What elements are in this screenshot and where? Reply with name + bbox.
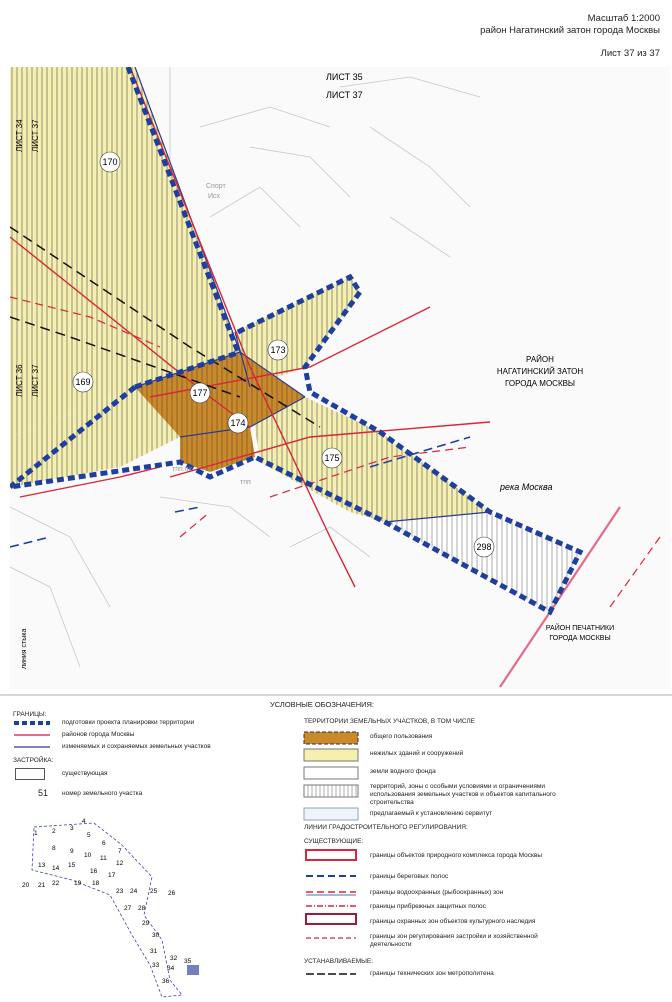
map-canvas[interactable] bbox=[10, 67, 670, 689]
line-nature: границы объектов природного комплекса города Москвы bbox=[370, 852, 542, 859]
index-map-number: 23 bbox=[116, 888, 124, 895]
index-map-number: 15 bbox=[68, 862, 76, 869]
index-map-number: 5 bbox=[87, 832, 91, 839]
parcel-label-177[interactable] bbox=[190, 383, 210, 403]
line-regulation: границы зон регулирования застройки и хозяйственной деятельности bbox=[370, 933, 538, 948]
svg-text:174: 174 bbox=[230, 418, 246, 428]
index-map-number: 30 bbox=[152, 932, 160, 939]
svg-text:ГОРОДА МОСКВЫ: ГОРОДА МОСКВЫ bbox=[549, 635, 611, 642]
territory-restricted: территорий, зоны с особыми условиями и ограничениями использования земельных участков и объектов капитального строительства bbox=[370, 783, 556, 806]
river-label: река Москва bbox=[500, 482, 553, 492]
svg-text:298: 298 bbox=[476, 542, 492, 552]
sheet-number: Лист 37 из 37 bbox=[600, 48, 660, 59]
existing-building-swatch bbox=[15, 768, 45, 780]
district-label-pechatniki bbox=[546, 623, 614, 642]
boundary-parcel-text: изменяемых и сохраняемых земельных участков bbox=[62, 743, 211, 750]
territory-nonresidential: нежилых зданий и сооружений bbox=[370, 750, 464, 757]
legend-title: УСЛОВНЫЕ ОБОЗНАЧЕНИЯ: bbox=[270, 700, 375, 709]
index-map-number: 2 bbox=[52, 828, 56, 835]
parcel-number-sample: 51 bbox=[38, 788, 49, 798]
index-map-number: 22 bbox=[52, 880, 60, 887]
index-map-number: 18 bbox=[92, 880, 100, 887]
territory-public: общего пользования bbox=[370, 733, 433, 740]
svg-text:РАЙОН: РАЙОН bbox=[526, 355, 554, 364]
index-map-number: 6 bbox=[102, 840, 106, 847]
established-title: УСТАНАВЛИВАЕМЫЕ: bbox=[304, 958, 374, 965]
side-sheet-37b: ЛИСТ 37 bbox=[31, 364, 40, 397]
parcel-label-170[interactable] bbox=[100, 152, 120, 172]
lines-title: ЛИНИИ ГРАДОСТРОИТЕЛЬНОГО РЕГУЛИРОВАНИЯ: bbox=[304, 824, 468, 831]
index-map-number: 14 bbox=[52, 865, 60, 872]
index-map-number: 34 bbox=[167, 965, 175, 972]
line-heritage: границы охранных зон объектов культурного наследия bbox=[370, 918, 536, 925]
parcel-label-173[interactable] bbox=[268, 340, 288, 360]
district-label-nagatinsky bbox=[497, 355, 583, 388]
territories-title: ТЕРРИТОРИИ ЗЕМЕЛЬНЫХ УЧАСТКОВ, В ТОМ ЧИСЛЕ bbox=[304, 718, 475, 725]
line-shore: границы береговых полос bbox=[370, 873, 449, 880]
index-map-number: 16 bbox=[90, 868, 98, 875]
index-map-number: 26 bbox=[168, 890, 176, 897]
index-map-number: 27 bbox=[124, 905, 132, 912]
parcel-number-text: номер земельного участка bbox=[62, 790, 143, 797]
side-sheet-36: ЛИСТ 36 bbox=[15, 364, 24, 397]
index-map-number: 21 bbox=[38, 882, 46, 889]
map-svg bbox=[10, 67, 670, 689]
existing-line-swatches bbox=[302, 848, 362, 963]
index-map-number: 20 bbox=[22, 882, 30, 889]
svg-text:НАГАТИНСКИЙ ЗАТОН: НАГАТИНСКИЙ ЗАТОН bbox=[496, 367, 584, 376]
svg-text:тпп: тпп bbox=[240, 479, 251, 486]
index-map-number: 8 bbox=[52, 845, 56, 852]
index-map-number: 9 bbox=[70, 848, 74, 855]
boundary-plan-text: подготовки проекта планировки территории bbox=[62, 719, 195, 726]
svg-text:173: 173 bbox=[270, 345, 286, 355]
index-map-number: 25 bbox=[150, 888, 158, 895]
parcel-label-175[interactable] bbox=[322, 448, 342, 468]
index-map-number: 13 bbox=[38, 862, 46, 869]
established-line-swatch bbox=[302, 968, 362, 980]
index-map-number: 10 bbox=[84, 852, 92, 859]
junction-line-label: линия стыка bbox=[21, 628, 28, 669]
index-map-number: 1 bbox=[34, 830, 38, 837]
svg-text:Спорт: Спорт bbox=[206, 183, 226, 190]
existing-lines-title: СУЩЕСТВУЮЩИЕ: bbox=[304, 838, 364, 845]
line-water-protection: границы водоохранных (рыбоохранных) зон bbox=[370, 889, 504, 896]
district-title: район Нагатинский затон города Москвы bbox=[480, 25, 660, 36]
index-map-number: 33 bbox=[152, 962, 160, 969]
index-map-number: 28 bbox=[138, 905, 146, 912]
sheet-35-label: ЛИСТ 35 bbox=[326, 72, 363, 82]
index-map-number: 19 bbox=[74, 880, 82, 887]
boundaries-swatches bbox=[12, 719, 52, 759]
svg-text:тпп.пх: тпп.пх bbox=[172, 466, 193, 473]
parcel-area-298[interactable] bbox=[385, 512, 580, 612]
index-map-number: 17 bbox=[108, 872, 116, 879]
boundary-district-text: районов города Москвы bbox=[62, 731, 135, 738]
parcel-area-175[interactable] bbox=[250, 392, 490, 522]
index-map-number: 32 bbox=[170, 955, 178, 962]
existing-building-text: существующая bbox=[62, 770, 108, 777]
buildings-title: ЗАСТРОЙКА: bbox=[13, 757, 54, 764]
index-map-number: 12 bbox=[116, 860, 124, 867]
boundaries-title: ГРАНИЦЫ: bbox=[13, 711, 47, 718]
svg-text:177: 177 bbox=[192, 388, 208, 398]
side-sheet-37a: ЛИСТ 37 bbox=[31, 119, 40, 152]
svg-text:175: 175 bbox=[324, 453, 340, 463]
legend-panel bbox=[0, 690, 672, 1002]
index-map-number: 7 bbox=[118, 848, 122, 855]
index-map-number: 36 bbox=[162, 978, 170, 985]
index-map-number: 11 bbox=[100, 855, 107, 862]
territory-water: земли водного фонда bbox=[370, 768, 436, 775]
parcel-label-174[interactable] bbox=[228, 413, 248, 433]
svg-text:Исх: Исх bbox=[208, 193, 221, 200]
sheet-37-label: ЛИСТ 37 bbox=[326, 90, 363, 100]
index-map-number: 3 bbox=[70, 825, 74, 832]
index-map-number: 35 bbox=[184, 958, 192, 965]
scale-label: Масштаб 1:2000 bbox=[587, 13, 660, 24]
svg-text:169: 169 bbox=[75, 377, 91, 387]
index-map-number: 24 bbox=[130, 888, 138, 895]
index-map-number: 4 bbox=[82, 818, 86, 825]
index-map-number: 29 bbox=[142, 920, 150, 927]
district-dashed-line bbox=[610, 537, 660, 607]
index-map bbox=[12, 815, 222, 1000]
svg-text:ГОРОДА МОСКВЫ: ГОРОДА МОСКВЫ bbox=[504, 379, 576, 388]
line-metro: границы технических зон метрополитена bbox=[370, 970, 494, 977]
line-coastal-protection: границы прибрежных защитных полос bbox=[370, 903, 486, 910]
territory-servitude: предлагаемый к установлению сервитут bbox=[370, 810, 493, 817]
svg-text:РАЙОН ПЕЧАТНИКИ: РАЙОН ПЕЧАТНИКИ bbox=[545, 625, 615, 632]
parcel-label-298[interactable] bbox=[474, 537, 494, 557]
side-sheet-34: ЛИСТ 34 bbox=[15, 119, 24, 152]
svg-text:170: 170 bbox=[102, 157, 118, 167]
index-map-number: 31 bbox=[150, 948, 158, 955]
parcel-label-169[interactable] bbox=[73, 372, 93, 392]
